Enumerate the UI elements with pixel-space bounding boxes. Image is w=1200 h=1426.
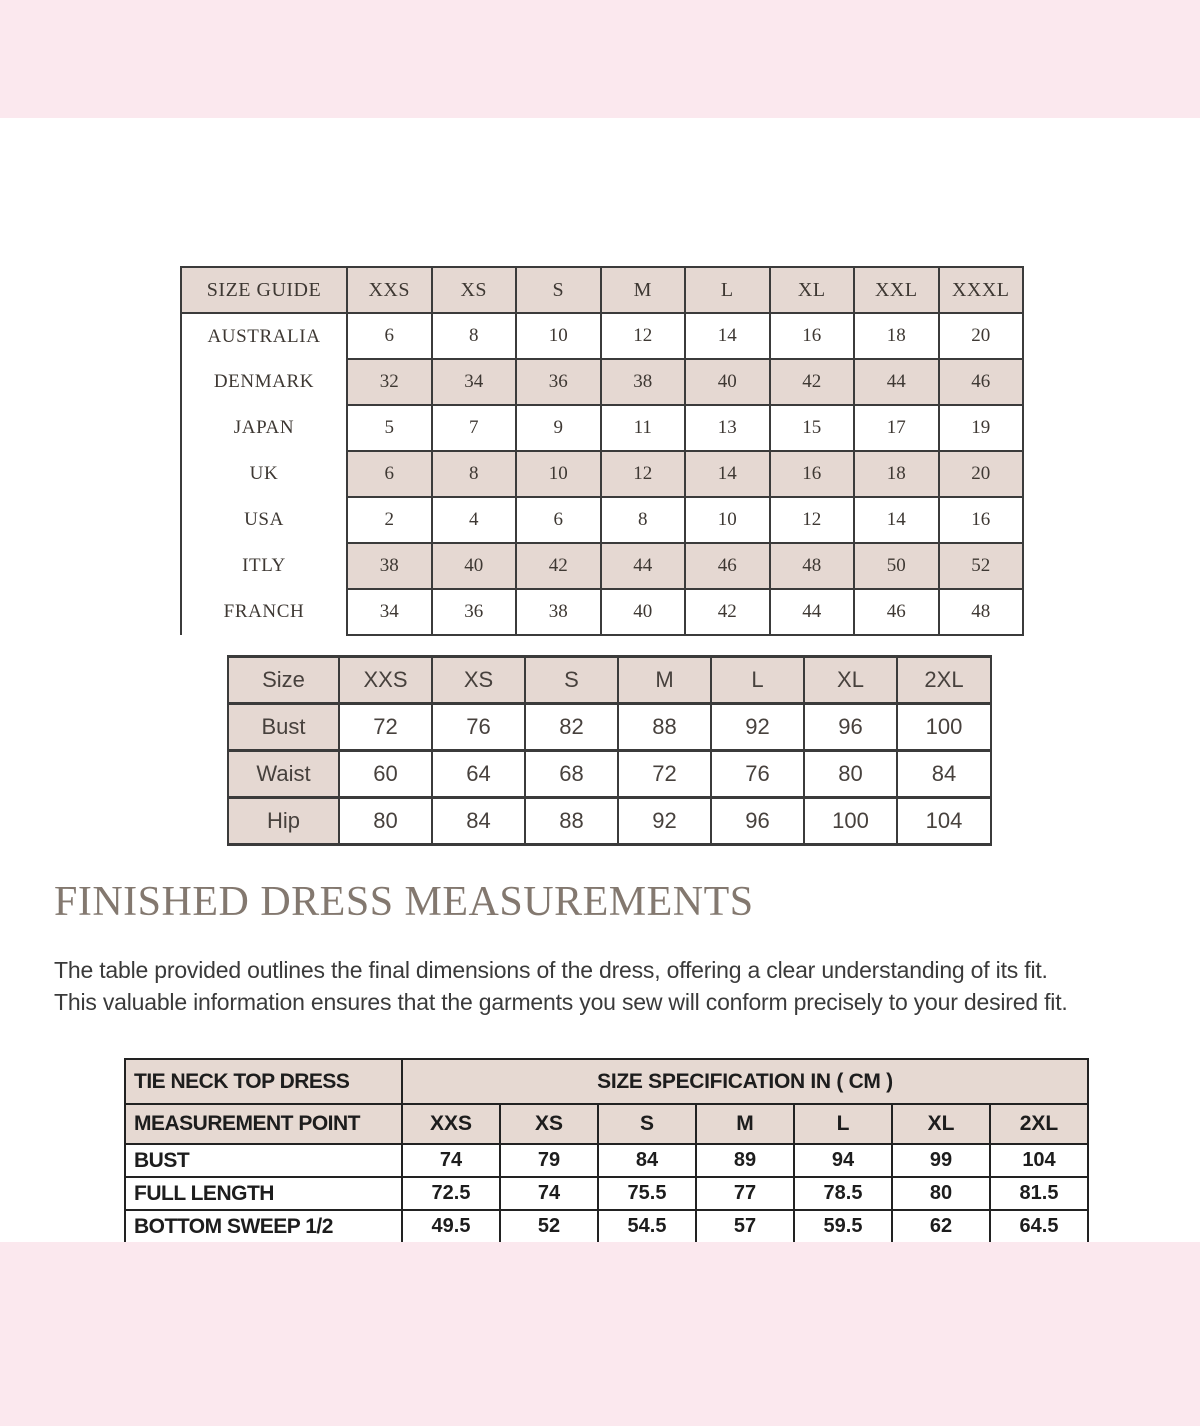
body-size-header-cell: L [711,657,804,704]
content-card [0,118,1200,1242]
body-measurement-value-cell: 84 [432,798,525,845]
size-guide-value-cell: 5 [347,405,432,451]
bottom-banner [0,1242,1200,1426]
size-guide-value-cell: 42 [770,359,855,405]
section-title: FINISHED DRESS MEASUREMENTS [54,879,754,925]
finished-measurement-value-cell: 75.5 [598,1177,696,1210]
size-guide-value-cell: 18 [854,313,939,359]
measurement-point-header-cell: MEASUREMENT POINT [125,1104,402,1144]
body-measurement-row [228,751,991,798]
size-guide-value-cell: 7 [432,405,517,451]
size-guide-value-cell: 42 [516,543,601,589]
size-guide-value-cell: 8 [432,313,517,359]
finished-measurement-value-cell: 89 [696,1144,794,1177]
finished-measurement-value-cell: 54.5 [598,1210,696,1243]
finished-measurement-value-cell: 52 [500,1210,598,1243]
body-measurement-label: Bust [228,704,339,751]
size-guide-value-cell: 14 [685,451,770,497]
size-guide-value-cell: 6 [516,497,601,543]
body-measurement-value-cell: 96 [804,704,897,751]
finished-size-header-cell: L [794,1104,892,1144]
size-guide-header-cell: XXS [347,267,432,313]
finished-measurement-value-cell: 77 [696,1177,794,1210]
size-guide-value-cell: 38 [347,543,432,589]
size-guide-country-label: UK [181,451,347,497]
size-guide-value-cell: 20 [939,313,1024,359]
size-guide-value-cell: 15 [770,405,855,451]
size-guide-value-cell: 44 [601,543,686,589]
finished-size-header-cell: XL [892,1104,990,1144]
finished-size-header-cell: 2XL [990,1104,1088,1144]
finished-measurement-value-cell: 64.5 [990,1210,1088,1243]
size-guide-table [180,266,1024,636]
size-guide-value-cell: 12 [601,313,686,359]
size-guide-value-cell: 14 [854,497,939,543]
finished-measurement-row [125,1144,1088,1177]
body-size-header-cell: 2XL [897,657,991,704]
body-measurement-value-cell: 82 [525,704,618,751]
size-guide-header-cell: M [601,267,686,313]
body-measurement-label: Hip [228,798,339,845]
size-guide-country-label: ITLY [181,543,347,589]
size-guide-value-cell: 10 [516,313,601,359]
finished-measurement-label: FULL LENGTH [125,1177,402,1210]
finished-measurement-row [125,1177,1088,1210]
finished-measurement-value-cell: 74 [402,1144,500,1177]
size-guide-value-cell: 46 [854,589,939,635]
size-guide-value-cell: 32 [347,359,432,405]
size-guide-value-cell: 2 [347,497,432,543]
size-guide-value-cell: 19 [939,405,1024,451]
size-guide-value-cell: 46 [685,543,770,589]
size-guide-value-cell: 17 [854,405,939,451]
size-guide-value-cell: 48 [939,589,1024,635]
size-guide-value-cell: 10 [516,451,601,497]
finished-size-header-cell: M [696,1104,794,1144]
size-guide-row [181,359,1023,405]
size-guide-title-cell: SIZE GUIDE [181,267,347,313]
body-size-title-cell: Size [228,657,339,704]
size-specification-header-cell: SIZE SPECIFICATION IN ( CM ) [402,1059,1088,1104]
body-measurement-value-cell: 64 [432,751,525,798]
size-guide-value-cell: 34 [347,589,432,635]
body-measurement-value-cell: 80 [339,798,432,845]
size-guide-country-label: AUSTRALIA [181,313,347,359]
body-size-header-cell: M [618,657,711,704]
body-measurement-label: Waist [228,751,339,798]
size-guide-value-cell: 14 [685,313,770,359]
body-measurement-value-cell: 72 [339,704,432,751]
size-guide-value-cell: 34 [432,359,517,405]
size-guide-country-label: JAPAN [181,405,347,451]
body-measurements-table [227,655,992,846]
finished-measurement-value-cell: 49.5 [402,1210,500,1243]
finished-measurement-value-cell: 104 [990,1144,1088,1177]
section-description [54,954,1164,1018]
size-guide-value-cell: 44 [770,589,855,635]
finished-size-header-cell: XXS [402,1104,500,1144]
body-measurement-value-cell: 92 [618,798,711,845]
finished-measurement-value-cell: 99 [892,1144,990,1177]
size-guide-header-cell: XL [770,267,855,313]
finished-measurement-value-cell: 57 [696,1210,794,1243]
size-guide-header-cell: S [516,267,601,313]
body-measurement-row [228,704,991,751]
size-guide-value-cell: 36 [516,359,601,405]
finished-measurement-value-cell: 78.5 [794,1177,892,1210]
size-guide-value-cell: 38 [601,359,686,405]
body-measurement-value-cell: 80 [804,751,897,798]
size-guide-value-cell: 13 [685,405,770,451]
finished-measurement-value-cell: 84 [598,1144,696,1177]
size-guide-country-label: FRANCH [181,589,347,635]
description-line-1: The table provided outlines the final dimensions of the dress, offering a clear understanding of its fit. [54,957,1048,983]
size-guide-row [181,543,1023,589]
body-measurement-value-cell: 96 [711,798,804,845]
size-guide-value-cell: 4 [432,497,517,543]
size-guide-country-label: USA [181,497,347,543]
size-guide-row [181,405,1023,451]
body-measurement-value-cell: 104 [897,798,991,845]
body-measurement-value-cell: 92 [711,704,804,751]
size-guide-value-cell: 38 [516,589,601,635]
body-measurement-value-cell: 88 [525,798,618,845]
body-measurement-value-cell: 100 [897,704,991,751]
size-guide-value-cell: 40 [685,359,770,405]
size-guide-value-cell: 50 [854,543,939,589]
size-guide-row [181,589,1023,635]
finished-size-header-cell: S [598,1104,696,1144]
size-guide-header-cell: XS [432,267,517,313]
product-name-cell: TIE NECK TOP DRESS [125,1059,402,1104]
size-guide-value-cell: 20 [939,451,1024,497]
finished-measurement-value-cell: 79 [500,1144,598,1177]
body-size-header-cell: S [525,657,618,704]
size-guide-value-cell: 52 [939,543,1024,589]
description-line-2: This valuable information ensures that the garments you sew will conform precisely to your desired fit. [54,989,1068,1015]
size-guide-header-cell: XXXL [939,267,1024,313]
size-guide-value-cell: 9 [516,405,601,451]
finished-measurement-row [125,1210,1088,1243]
size-guide-value-cell: 11 [601,405,686,451]
body-measurement-value-cell: 72 [618,751,711,798]
size-guide-value-cell: 36 [432,589,517,635]
size-guide-value-cell: 40 [601,589,686,635]
size-guide-value-cell: 8 [432,451,517,497]
body-measurement-value-cell: 60 [339,751,432,798]
body-measurement-value-cell: 100 [804,798,897,845]
top-banner [0,0,1200,118]
body-size-header-cell: XXS [339,657,432,704]
finished-measurement-value-cell: 62 [892,1210,990,1243]
size-guide-value-cell: 44 [854,359,939,405]
size-guide-value-cell: 42 [685,589,770,635]
size-guide-value-cell: 18 [854,451,939,497]
size-guide-value-cell: 6 [347,313,432,359]
finished-measurement-label: BOTTOM SWEEP 1/2 [125,1210,402,1243]
size-guide-header-cell: XXL [854,267,939,313]
body-size-header-cell: XS [432,657,525,704]
size-guide-value-cell: 12 [601,451,686,497]
size-guide-value-cell: 16 [939,497,1024,543]
size-guide-value-cell: 48 [770,543,855,589]
finished-measurement-value-cell: 81.5 [990,1177,1088,1210]
size-guide-row [181,313,1023,359]
body-size-header-cell: XL [804,657,897,704]
size-guide-row [181,451,1023,497]
size-guide-value-cell: 40 [432,543,517,589]
body-measurement-value-cell: 76 [432,704,525,751]
finished-measurement-value-cell: 59.5 [794,1210,892,1243]
size-guide-value-cell: 8 [601,497,686,543]
finished-measurement-value-cell: 74 [500,1177,598,1210]
finished-measurement-value-cell: 80 [892,1177,990,1210]
size-guide-value-cell: 6 [347,451,432,497]
size-guide-row [181,497,1023,543]
size-guide-value-cell: 46 [939,359,1024,405]
body-measurement-value-cell: 84 [897,751,991,798]
size-guide-header-cell: L [685,267,770,313]
finished-size-header-cell: XS [500,1104,598,1144]
size-guide-value-cell: 16 [770,313,855,359]
body-measurement-value-cell: 68 [525,751,618,798]
finished-measurement-label: BUST [125,1144,402,1177]
body-measurement-value-cell: 88 [618,704,711,751]
size-guide-country-label: DENMARK [181,359,347,405]
size-guide-value-cell: 10 [685,497,770,543]
body-measurement-row [228,798,991,845]
body-measurement-value-cell: 76 [711,751,804,798]
size-guide-value-cell: 12 [770,497,855,543]
finished-measurement-value-cell: 72.5 [402,1177,500,1210]
finished-measurement-value-cell: 94 [794,1144,892,1177]
size-guide-value-cell: 16 [770,451,855,497]
